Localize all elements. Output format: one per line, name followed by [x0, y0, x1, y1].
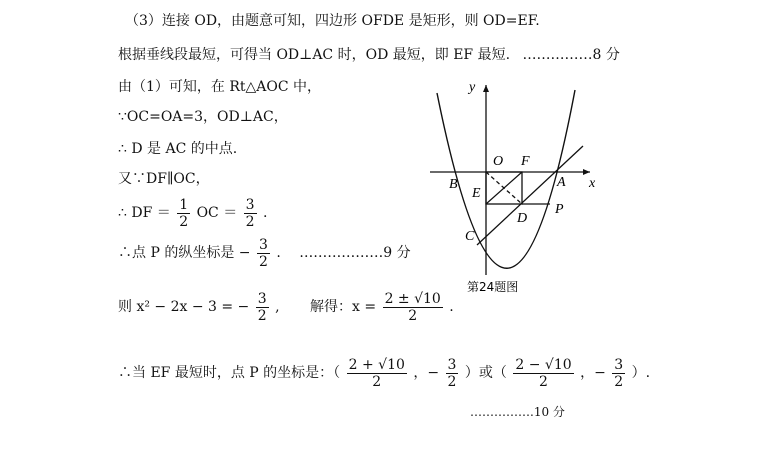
- fraction-three-half: [257, 237, 270, 270]
- label-y: y: [469, 80, 476, 95]
- p-ordinate: [118, 236, 411, 270]
- coordinates-comma-2: ，−: [580, 365, 606, 381]
- fraction-three-half: [256, 291, 269, 324]
- fraction-num: 3: [614, 356, 624, 373]
- label-e: E: [472, 186, 481, 201]
- fraction-den: 2: [257, 307, 267, 324]
- x-axis-arrow: [583, 169, 590, 175]
- figure-caption: 第24题图: [467, 280, 519, 294]
- fraction-num: 2 + √10: [348, 356, 405, 373]
- parabola-curve: [437, 90, 575, 268]
- df-parallel-oc: 又∵DF∥OC，: [118, 171, 210, 187]
- score-10: …………….10 分: [470, 405, 565, 419]
- oc-equals-oa: ∵OC=OA=3，OD⊥AC，: [118, 109, 288, 125]
- label-b: B: [449, 177, 458, 192]
- fraction-num: 3: [245, 196, 255, 213]
- fraction-num: 2 − √10: [515, 356, 572, 373]
- perpendicular-text: 根据垂线段最短，可得当 OD⊥AC 时，OD 最短，即 EF 最短.: [118, 47, 511, 63]
- df-prefix: ∴ DF ＝: [118, 205, 171, 221]
- fraction-num: 3: [258, 236, 268, 253]
- p-ordinate-end: .: [276, 245, 281, 261]
- p-ordinate-prefix: ∴点 P 的纵坐标是 −: [118, 245, 251, 261]
- parabola-figure: [425, 75, 600, 300]
- fraction-p2-x: [513, 357, 573, 390]
- y-axis-arrow: [483, 85, 489, 92]
- equation-comma: ,: [275, 299, 280, 315]
- fraction-three-half: [244, 197, 257, 230]
- fraction-den: 2: [383, 307, 443, 324]
- score-8: ……………8 分: [522, 47, 620, 63]
- fraction-den: 2: [258, 253, 268, 270]
- score-9: ………………9 分: [299, 245, 411, 261]
- solve-label: 解得：x =: [310, 299, 377, 315]
- fraction-half: [177, 197, 190, 230]
- from-part-1: 由（1）可知，在 Rt△AOC 中，: [118, 79, 322, 95]
- fraction-den: 2: [513, 373, 573, 390]
- step-3-intro: （3）连接 OD，由题意可知，四边形 OFDE 是矩形，则 OD=EF.: [125, 13, 540, 29]
- fraction-den: 2: [179, 213, 189, 230]
- label-o: O: [493, 154, 504, 169]
- fraction-num: 2 ± √10: [384, 290, 441, 307]
- df-mid: OC ＝: [196, 205, 238, 221]
- fraction-three-half: [612, 357, 625, 390]
- fraction-den: 2: [245, 213, 255, 230]
- fraction-den: 2: [614, 373, 624, 390]
- coordinates-or: ）或（: [464, 365, 507, 381]
- label-p: P: [555, 202, 564, 217]
- fraction-num: 3: [447, 356, 457, 373]
- fraction-den: 2: [447, 373, 457, 390]
- p-coordinates: [118, 356, 650, 390]
- solve-end: .: [449, 299, 454, 315]
- fraction-num: 1: [179, 196, 189, 213]
- label-a: A: [557, 175, 566, 190]
- label-x: x: [589, 176, 596, 191]
- equation-prefix: 则 x² − 2x − 3 = −: [118, 299, 250, 315]
- coordinates-comma-1: ，−: [413, 365, 440, 381]
- perpendicular-shortest: [118, 46, 620, 64]
- label-c: C: [465, 229, 475, 244]
- coordinates-close: ）.: [631, 365, 651, 381]
- label-d: D: [517, 211, 528, 226]
- fraction-p1-x: [347, 357, 407, 390]
- df-equation: [118, 196, 268, 230]
- fraction-three-half: [446, 357, 459, 390]
- fraction-den: 2: [347, 373, 407, 390]
- d-midpoint: ∴ D 是 AC 的中点.: [118, 141, 238, 157]
- coordinates-prefix: ∴当 EF 最短时，点 P 的坐标是：（: [118, 365, 341, 381]
- label-f: F: [521, 154, 530, 169]
- quadratic-equation: [118, 290, 454, 324]
- df-end: .: [263, 205, 268, 221]
- fraction-num: 3: [257, 290, 267, 307]
